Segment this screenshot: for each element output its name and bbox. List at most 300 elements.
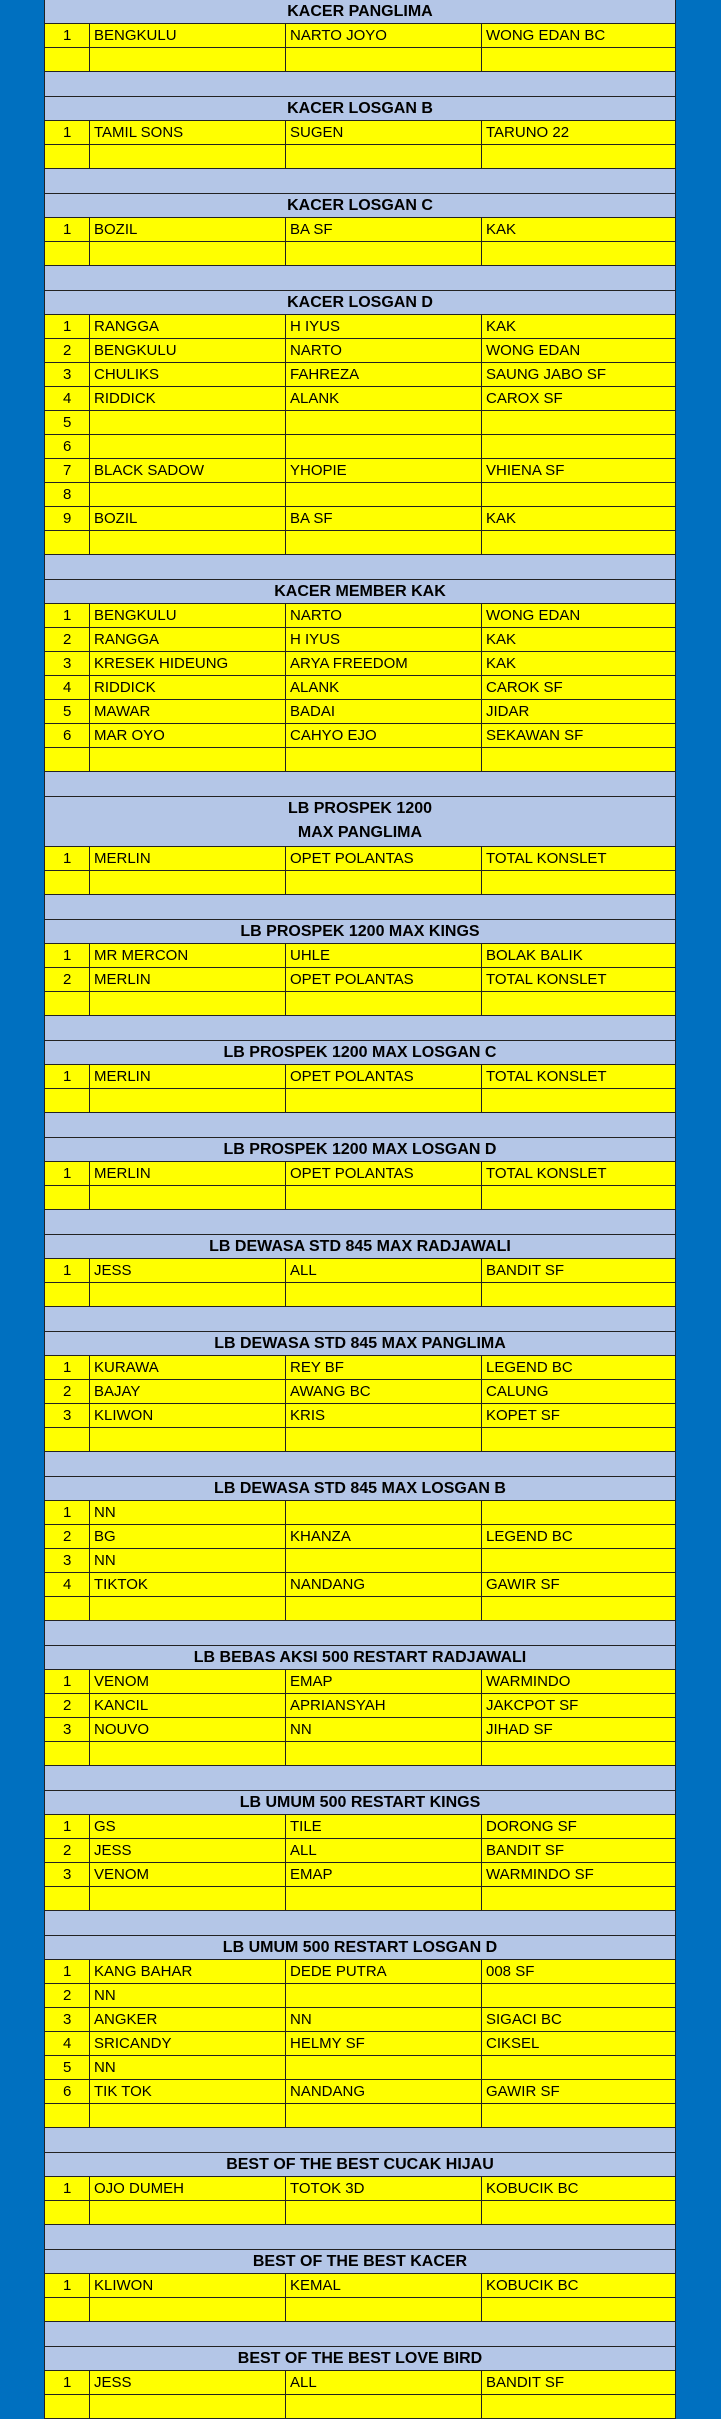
section-spacer	[44, 555, 676, 580]
team-cell	[482, 1597, 675, 1620]
rank-cell: 2	[45, 1839, 90, 1862]
section-title	[44, 2153, 676, 2177]
team-cell	[482, 2201, 675, 2224]
table-row	[44, 507, 676, 531]
rank-cell: 1	[45, 218, 90, 241]
rank-cell: 1	[45, 944, 90, 967]
table-row	[44, 1960, 676, 1984]
bird-name-cell	[90, 1283, 286, 1306]
section-title-text: LB BEBAS AKSI 500 RESTART RADJAWALI	[193, 1649, 527, 1666]
section-title	[44, 920, 676, 944]
table-row	[44, 847, 676, 871]
team-cell	[482, 145, 675, 168]
section-spacer	[44, 2225, 676, 2250]
bird-name-cell: BENGKULU	[90, 604, 286, 627]
section-title	[44, 97, 676, 121]
section-title-text: LB PROSPEK 1200	[287, 800, 433, 817]
table-row	[44, 1428, 676, 1452]
table-row	[44, 1186, 676, 1210]
rank-cell: 1	[45, 604, 90, 627]
owner-cell: HELMY SF	[286, 2032, 482, 2055]
rank-cell	[45, 145, 90, 168]
owner-cell: EMAP	[286, 1863, 482, 1886]
section-title	[44, 0, 676, 24]
team-cell: LEGEND BC	[486, 1528, 573, 1545]
section-title	[44, 1646, 676, 1670]
table-row	[44, 315, 676, 339]
team-cell: TOTAL KONSLET	[486, 1068, 607, 1085]
table-row	[44, 48, 676, 72]
team-cell	[482, 483, 675, 506]
team-cell	[482, 1501, 675, 1524]
section-title-text: BEST OF THE BEST LOVE BIRD	[237, 2350, 483, 2367]
table-row	[44, 339, 676, 363]
team-cell: TOTAL KONSLET	[486, 1165, 607, 1182]
section-spacer	[44, 1766, 676, 1791]
rank-cell: 1	[45, 1259, 90, 1282]
rank-cell: 8	[45, 483, 90, 506]
table-row	[44, 411, 676, 435]
section-spacer	[44, 2322, 676, 2347]
owner-cell: NN	[286, 1718, 482, 1741]
team-cell	[482, 435, 675, 458]
bird-name-cell	[90, 748, 286, 771]
team-cell: KAK	[486, 655, 517, 672]
team-cell: CAROX SF	[486, 390, 563, 407]
rank-cell: 3	[45, 1718, 90, 1741]
team-cell: TOTAL KONSLET	[486, 850, 607, 867]
team-cell: BANDIT SF	[486, 1842, 565, 1859]
bird-name-cell: BENGKULU	[90, 24, 286, 47]
table-row	[44, 218, 676, 242]
rank-cell: 1	[45, 1670, 90, 1693]
bird-name-cell: GS	[90, 1815, 286, 1838]
owner-cell: OPET POLANTAS	[286, 1162, 482, 1185]
bird-name-cell	[90, 2201, 286, 2224]
results-sheet	[44, 0, 676, 2419]
section-spacer	[44, 772, 676, 797]
team-cell: BANDIT SF	[486, 2374, 565, 2391]
owner-cell: NANDANG	[286, 1573, 482, 1596]
team-cell: SEKAWAN SF	[486, 727, 584, 744]
table-row	[44, 1863, 676, 1887]
section-spacer	[44, 169, 676, 194]
section-title	[44, 291, 676, 315]
owner-cell: DEDE PUTRA	[286, 1960, 482, 1983]
section-title	[44, 1477, 676, 1501]
rank-cell: 3	[45, 652, 90, 675]
rank-cell: 2	[45, 1525, 90, 1548]
team-cell: GAWIR SF	[486, 1576, 560, 1593]
bird-name-cell: NN	[90, 1984, 286, 2007]
bird-name-cell: RIDDICK	[90, 387, 286, 410]
bird-name-cell: KLIWON	[90, 2274, 286, 2297]
bird-name-cell	[90, 1186, 286, 1209]
owner-cell	[286, 411, 482, 434]
section-title-text: BEST OF THE BEST CUCAK HIJAU	[226, 2156, 494, 2173]
table-row	[44, 121, 676, 145]
team-cell	[482, 1742, 675, 1765]
bird-name-cell	[90, 992, 286, 1015]
section-spacer	[44, 72, 676, 97]
rank-cell	[45, 242, 90, 265]
rank-cell: 6	[45, 724, 90, 747]
team-cell: TARUNO 22	[486, 124, 570, 141]
owner-cell: BADAI	[286, 700, 482, 723]
rank-cell	[45, 1283, 90, 1306]
section-title-text: KACER LOSGAN C	[287, 197, 433, 214]
team-cell: WONG EDAN	[486, 342, 581, 359]
bird-name-cell	[90, 1089, 286, 1112]
team-cell	[482, 411, 675, 434]
rank-cell: 5	[45, 411, 90, 434]
table-row	[44, 1549, 676, 1573]
section-title	[44, 580, 676, 604]
team-cell: KAK	[486, 318, 517, 335]
bird-name-cell: TIK TOK	[90, 2080, 286, 2103]
team-cell	[482, 992, 675, 1015]
table-row	[44, 652, 676, 676]
table-row	[44, 435, 676, 459]
team-cell	[482, 1549, 675, 1572]
rank-cell	[45, 2201, 90, 2224]
table-row	[44, 2056, 676, 2080]
owner-cell	[286, 2395, 482, 2418]
rank-cell	[45, 1089, 90, 1112]
owner-cell	[286, 145, 482, 168]
bird-name-cell: BOZIL	[90, 507, 286, 530]
owner-cell	[286, 1186, 482, 1209]
section-title-text: KACER LOSGAN B	[287, 100, 433, 117]
owner-cell: ALL	[286, 1259, 482, 1282]
team-cell: WARMINDO SF	[486, 1866, 594, 1883]
team-cell: KOPET SF	[486, 1407, 560, 1424]
bird-name-cell	[90, 2298, 286, 2321]
owner-cell: KEMAL	[286, 2274, 482, 2297]
bird-name-cell: MAR OYO	[90, 724, 286, 747]
rank-cell: 3	[45, 1404, 90, 1427]
bird-name-cell: MR MERCON	[90, 944, 286, 967]
table-row	[44, 968, 676, 992]
team-cell: BANDIT SF	[486, 1262, 565, 1279]
owner-cell: NN	[286, 2008, 482, 2031]
rank-cell	[45, 748, 90, 771]
rank-cell	[45, 48, 90, 71]
rank-cell: 7	[45, 459, 90, 482]
team-cell	[482, 1283, 675, 1306]
owner-cell: H IYUS	[286, 628, 482, 651]
rank-cell	[45, 2395, 90, 2418]
owner-cell: TOTOK 3D	[286, 2177, 482, 2200]
team-cell: GAWIR SF	[486, 2083, 560, 2100]
rank-cell: 6	[45, 2080, 90, 2103]
rank-cell: 2	[45, 1984, 90, 2007]
table-row	[44, 1525, 676, 1549]
bird-name-cell: BOZIL	[90, 218, 286, 241]
section-spacer	[44, 1621, 676, 1646]
owner-cell: H IYUS	[286, 315, 482, 338]
owner-cell: OPET POLANTAS	[286, 1065, 482, 1088]
bird-name-cell: NN	[90, 1501, 286, 1524]
section-title	[44, 1138, 676, 1162]
table-row	[44, 871, 676, 895]
owner-cell: ALL	[286, 2371, 482, 2394]
bird-name-cell: TIKTOK	[90, 1573, 286, 1596]
bird-name-cell: KURAWA	[90, 1356, 286, 1379]
rank-cell: 6	[45, 435, 90, 458]
team-cell: VHIENA SF	[486, 462, 565, 479]
table-row	[44, 1501, 676, 1525]
rank-cell: 1	[45, 2371, 90, 2394]
section-title-text: LB PROSPEK 1200 MAX LOSGAN D	[223, 1141, 497, 1158]
rank-cell: 5	[45, 2056, 90, 2079]
section-spacer	[44, 1911, 676, 1936]
table-row	[44, 1089, 676, 1113]
table-row	[44, 1887, 676, 1911]
bird-name-cell: ANGKER	[90, 2008, 286, 2031]
rank-cell: 1	[45, 2274, 90, 2297]
bird-name-cell: BLACK SADOW	[90, 459, 286, 482]
team-cell	[482, 48, 675, 71]
section-spacer	[44, 1452, 676, 1477]
owner-cell: EMAP	[286, 1670, 482, 1693]
section-title	[44, 1041, 676, 1065]
team-cell	[482, 748, 675, 771]
rank-cell	[45, 871, 90, 894]
bird-name-cell: BG	[90, 1525, 286, 1548]
table-row	[44, 1742, 676, 1766]
owner-cell	[286, 1742, 482, 1765]
section-title-text: LB DEWASA STD 845 MAX LOSGAN B	[214, 1480, 506, 1497]
bird-name-cell	[90, 48, 286, 71]
rank-cell: 5	[45, 700, 90, 723]
table-row	[44, 1573, 676, 1597]
bird-name-cell	[90, 1428, 286, 1451]
owner-cell: ALL	[286, 1839, 482, 1862]
rank-cell	[45, 1887, 90, 1910]
owner-cell: NANDANG	[286, 2080, 482, 2103]
bird-name-cell: BAJAY	[90, 1380, 286, 1403]
section-title-text: KACER MEMBER KAK	[274, 583, 446, 600]
rank-cell	[45, 1742, 90, 1765]
bird-name-cell: OJO DUMEH	[90, 2177, 286, 2200]
table-row	[44, 459, 676, 483]
owner-cell: BA SF	[286, 507, 482, 530]
owner-cell: APRIANSYAH	[286, 1694, 482, 1717]
table-row	[44, 1694, 676, 1718]
section-spacer	[44, 1210, 676, 1235]
owner-cell	[286, 483, 482, 506]
section-title	[44, 194, 676, 218]
table-row	[44, 2008, 676, 2032]
section-spacer	[44, 1307, 676, 1332]
bird-name-cell	[90, 2395, 286, 2418]
owner-cell	[286, 1597, 482, 1620]
bird-name-cell	[90, 1887, 286, 1910]
owner-cell	[286, 242, 482, 265]
rank-cell: 4	[45, 676, 90, 699]
owner-cell: ALANK	[286, 387, 482, 410]
rank-cell: 2	[45, 339, 90, 362]
section-title	[44, 1235, 676, 1259]
bird-name-cell: KANG BAHAR	[90, 1960, 286, 1983]
table-row	[44, 992, 676, 1016]
bird-name-cell: MERLIN	[90, 1162, 286, 1185]
bird-name-cell: MERLIN	[90, 968, 286, 991]
owner-cell: NARTO JOYO	[286, 24, 482, 47]
bird-name-cell: NN	[90, 1549, 286, 1572]
team-cell: DORONG SF	[486, 1818, 577, 1835]
table-row	[44, 2274, 676, 2298]
team-cell	[482, 871, 675, 894]
bird-name-cell	[90, 483, 286, 506]
team-cell: KAK	[486, 631, 517, 648]
rank-cell	[45, 1597, 90, 1620]
owner-cell	[286, 2104, 482, 2127]
table-row	[44, 1283, 676, 1307]
table-row	[44, 604, 676, 628]
owner-cell: FAHREZA	[286, 363, 482, 386]
team-cell	[482, 2104, 675, 2127]
team-cell: TOTAL KONSLET	[486, 971, 607, 988]
section-title-text-line2: MAX PANGLIMA	[297, 824, 423, 841]
table-row	[44, 363, 676, 387]
owner-cell	[286, 531, 482, 554]
bird-name-cell	[90, 435, 286, 458]
table-row	[44, 1815, 676, 1839]
table-row	[44, 676, 676, 700]
rank-cell: 1	[45, 1960, 90, 1983]
owner-cell	[286, 748, 482, 771]
table-row	[44, 1404, 676, 1428]
section-title	[44, 1791, 676, 1815]
team-cell	[482, 2056, 675, 2079]
table-row	[44, 944, 676, 968]
rank-cell: 9	[45, 507, 90, 530]
rank-cell: 4	[45, 387, 90, 410]
rank-cell	[45, 992, 90, 1015]
owner-cell: OPET POLANTAS	[286, 968, 482, 991]
team-cell: BOLAK BALIK	[486, 947, 583, 964]
table-row	[44, 2032, 676, 2056]
bird-name-cell: JESS	[90, 1839, 286, 1862]
table-row	[44, 483, 676, 507]
section-title	[44, 2250, 676, 2274]
bird-name-cell: RANGGA	[90, 315, 286, 338]
team-cell: JAKCPOT SF	[486, 1697, 579, 1714]
team-cell: JIDAR	[486, 703, 530, 720]
section-spacer	[44, 266, 676, 291]
table-row	[44, 1984, 676, 2008]
team-cell	[482, 1984, 675, 2007]
owner-cell: SUGEN	[286, 121, 482, 144]
table-row	[44, 2080, 676, 2104]
team-cell: KOBUCIK BC	[486, 2180, 579, 2197]
section-title	[44, 797, 676, 847]
bird-name-cell	[90, 871, 286, 894]
owner-cell: TILE	[286, 1815, 482, 1838]
rank-cell	[45, 531, 90, 554]
owner-cell	[286, 1549, 482, 1572]
rank-cell: 2	[45, 968, 90, 991]
owner-cell: ARYA FREEDOM	[286, 652, 482, 675]
team-cell: CAROK SF	[486, 679, 563, 696]
section-title-text: LB DEWASA STD 845 MAX RADJAWALI	[209, 1238, 511, 1255]
rank-cell: 1	[45, 1501, 90, 1524]
rank-cell: 3	[45, 1549, 90, 1572]
table-row	[44, 2201, 676, 2225]
bird-name-cell	[90, 1742, 286, 1765]
team-cell: CIKSEL	[486, 2035, 540, 2052]
rank-cell: 1	[45, 2177, 90, 2200]
owner-cell: NARTO	[286, 339, 482, 362]
bird-name-cell: KLIWON	[90, 1404, 286, 1427]
owner-cell: ALANK	[286, 676, 482, 699]
bird-name-cell: CHULIKS	[90, 363, 286, 386]
section-title-text: LB PROSPEK 1200 MAX LOSGAN C	[223, 1044, 497, 1061]
owner-cell: NARTO	[286, 604, 482, 627]
owner-cell: UHLE	[286, 944, 482, 967]
bird-name-cell: TAMIL SONS	[90, 121, 286, 144]
owner-cell	[286, 1089, 482, 1112]
rank-cell: 3	[45, 363, 90, 386]
bird-name-cell: MAWAR	[90, 700, 286, 723]
section-title	[44, 1332, 676, 1356]
rank-cell: 4	[45, 1573, 90, 1596]
team-cell: WARMINDO	[486, 1673, 571, 1690]
bird-name-cell: RIDDICK	[90, 676, 286, 699]
team-cell: 008 SF	[486, 1963, 535, 1980]
rank-cell	[45, 1186, 90, 1209]
team-cell: SIGACI BC	[486, 2011, 562, 2028]
rank-cell: 4	[45, 2032, 90, 2055]
bird-name-cell: JESS	[90, 1259, 286, 1282]
table-row	[44, 1356, 676, 1380]
section-title-text: LB DEWASA STD 845 MAX PANGLIMA	[214, 1335, 506, 1352]
bird-name-cell: VENOM	[90, 1863, 286, 1886]
table-row	[44, 2395, 676, 2419]
table-row	[44, 1162, 676, 1186]
rank-cell: 1	[45, 24, 90, 47]
owner-cell	[286, 871, 482, 894]
owner-cell	[286, 1283, 482, 1306]
table-row	[44, 24, 676, 48]
bird-name-cell: SRICANDY	[90, 2032, 286, 2055]
table-row	[44, 2371, 676, 2395]
bird-name-cell	[90, 531, 286, 554]
table-row	[44, 724, 676, 748]
owner-cell: REY BF	[286, 1356, 482, 1379]
bird-name-cell: NOUVO	[90, 1718, 286, 1741]
table-row	[44, 387, 676, 411]
owner-cell: OPET POLANTAS	[286, 847, 482, 870]
section-title-text: BEST OF THE BEST KACER	[252, 2253, 468, 2270]
owner-cell: KRIS	[286, 1404, 482, 1427]
bird-name-cell: MERLIN	[90, 1065, 286, 1088]
team-cell	[482, 2298, 675, 2321]
bird-name-cell: RANGGA	[90, 628, 286, 651]
team-cell	[482, 1887, 675, 1910]
owner-cell	[286, 992, 482, 1015]
owner-cell: KHANZA	[286, 1525, 482, 1548]
rank-cell	[45, 2298, 90, 2321]
rank-cell: 2	[45, 628, 90, 651]
bird-name-cell: NN	[90, 2056, 286, 2079]
table-row	[44, 2177, 676, 2201]
section-title-text: LB PROSPEK 1200 MAX KINGS	[240, 923, 480, 940]
team-cell: KOBUCIK BC	[486, 2277, 579, 2294]
owner-cell	[286, 2056, 482, 2079]
